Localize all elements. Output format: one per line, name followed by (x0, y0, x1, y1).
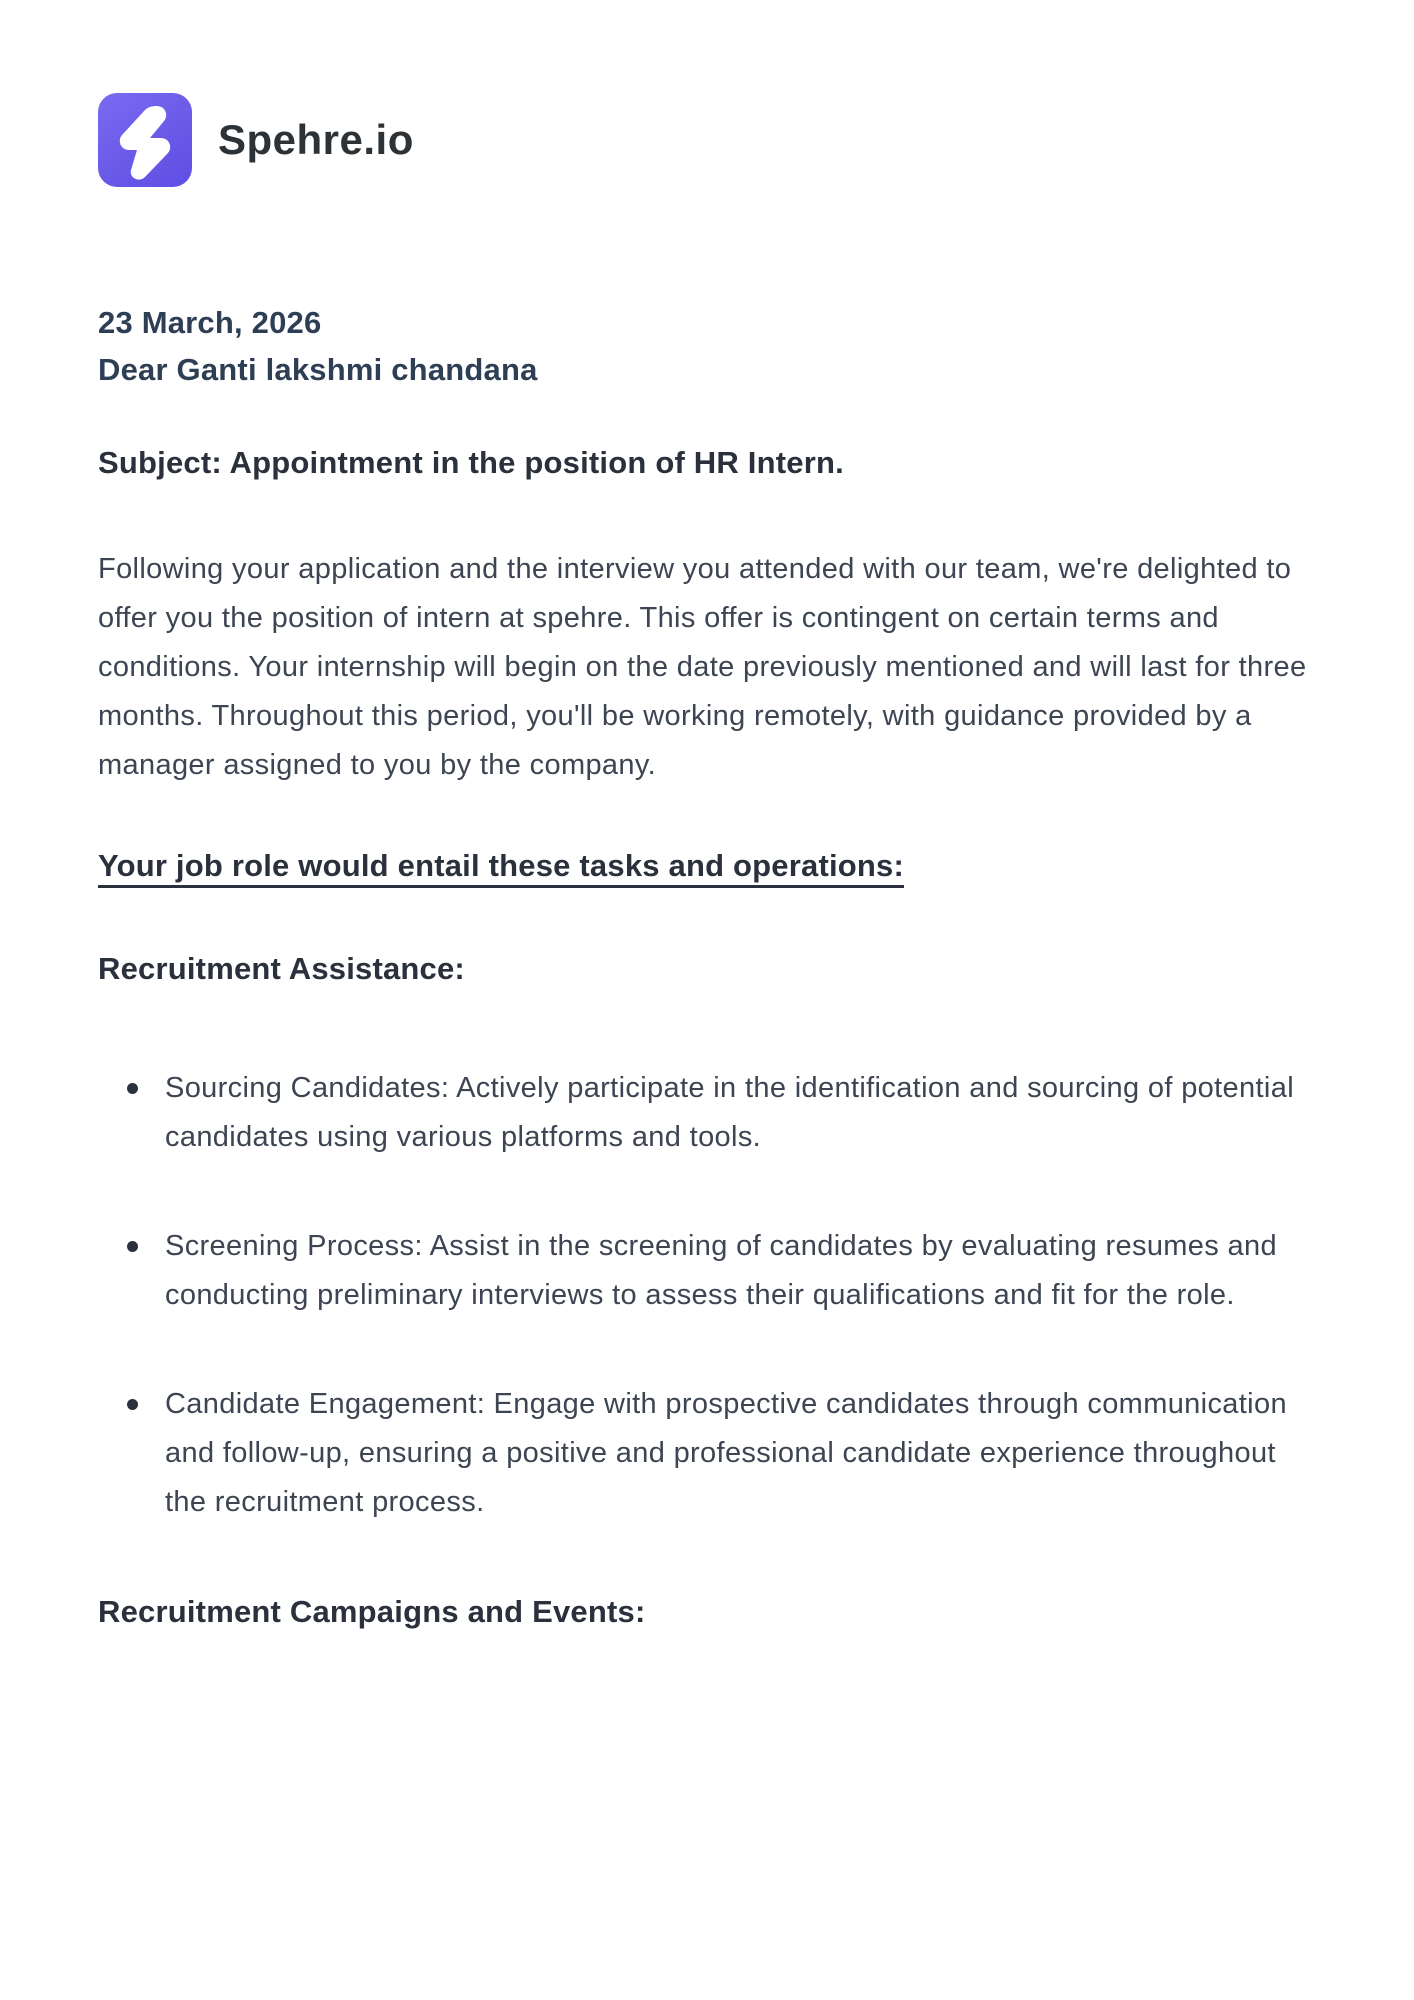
s-bolt-icon (98, 93, 192, 187)
list-item (165, 1064, 1324, 1162)
bullet-text: Candidate Engagement: Engage with prospective candidates through communication and follow-up, ensuring a positive and professional candidate experience throughout the recruitment process. (165, 1388, 1287, 1518)
spehre-logo-icon (98, 93, 192, 187)
subject-line: Subject: Appointment in the position of HR Intern. (98, 445, 844, 480)
bullet-marker (127, 1083, 138, 1094)
section-heading-recruitment-assistance: Recruitment Assistance: (98, 951, 465, 986)
letter-salutation: Dear Ganti lakshmi chandana (98, 352, 538, 387)
bullet-text: Sourcing Candidates: Actively participate in the identification and sourcing of potential candidates using various platforms and tools. (165, 1072, 1294, 1153)
recruitment-assistance-bullets (98, 1064, 1324, 1527)
brand-header (98, 93, 1324, 187)
brand-name: Spehre.io (218, 116, 414, 163)
section-heading-recruitment-campaigns: Recruitment Campaigns and Events: (98, 1594, 646, 1629)
tasks-heading: Your job role would entail these tasks and operations: (98, 848, 905, 883)
list-item (165, 1222, 1324, 1320)
bullet-marker (127, 1241, 138, 1252)
date-and-salutation (98, 299, 1324, 393)
bullet-text: Screening Process: Assist in the screening of candidates by evaluating resumes and conducting preliminary interviews to assess their qualifications and fit for the role. (165, 1230, 1277, 1311)
list-item (165, 1380, 1324, 1527)
bullet-marker (127, 1399, 138, 1410)
letter-date: 23 March, 2026 (98, 305, 322, 340)
intro-paragraph: Following your application and the interview you attended with our team, we're delighted to offer you the position of intern at spehre. This offer is contingent on certain terms and conditions. Your internship will begin on the date previously mentioned and will last for three months. Throughout this period, you'll be working remotely, with guidance provided by a manager assigned to you by the company. (98, 553, 1307, 781)
